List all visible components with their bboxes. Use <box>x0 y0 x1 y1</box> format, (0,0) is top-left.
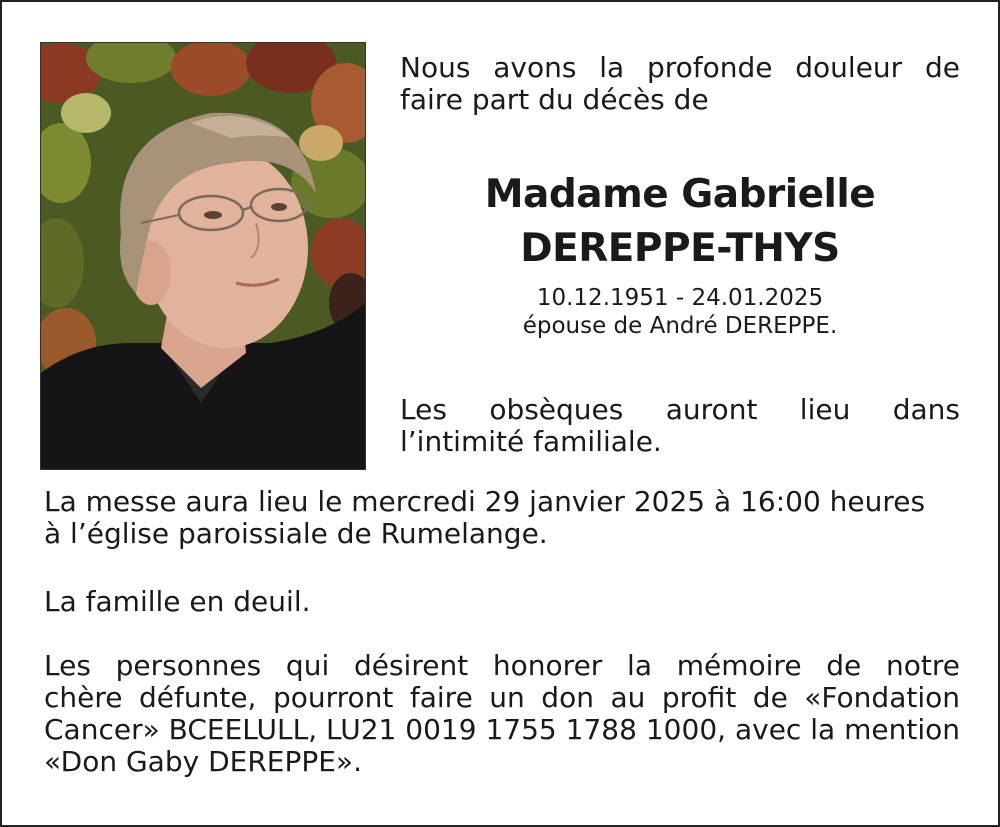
life-dates: 10.12.1951 - 24.01.2025 <box>536 285 824 311</box>
family-line: La famille en deuil. <box>44 585 311 618</box>
donation-line-3: Cancer» BCEELULL, LU21 0019 1755 1788 1000, avec la mention <box>44 713 960 746</box>
mass-notice <box>44 486 960 550</box>
deceased-name-line-2: DEREPPE-THYS <box>520 226 840 271</box>
family-signature <box>44 586 960 618</box>
funeral-line-2: l’intimité familiale. <box>400 425 662 458</box>
donation-line-2: chère défunte, pourront faire un don au profit de «Fondation <box>44 681 960 714</box>
intro-line-1: Nous avons la profonde douleur de <box>400 51 960 84</box>
intro-line-2: faire part du décès de <box>400 83 709 116</box>
donation-notice <box>44 650 960 778</box>
donation-line-1: Les personnes qui désirent honorer la mémoire de notre <box>44 649 960 682</box>
intro-text <box>400 52 960 116</box>
donation-line-4: «Don Gaby DEREPPE». <box>44 745 362 778</box>
deceased-details <box>400 284 960 340</box>
funeral-line-1: Les obsèques auront lieu dans <box>400 393 960 426</box>
spouse-line: épouse de André DEREPPE. <box>522 313 838 339</box>
funeral-notice <box>400 394 960 458</box>
deceased-name-line-1: Madame Gabrielle <box>484 172 876 217</box>
deceased-name <box>400 168 960 276</box>
mass-line-1: La messe aura lieu le mercredi 29 janvier 2025 à 16:00 heures <box>44 485 926 518</box>
portrait-photo <box>40 42 366 470</box>
mass-line-2: à l’église paroissiale de Rumelange. <box>44 517 548 550</box>
